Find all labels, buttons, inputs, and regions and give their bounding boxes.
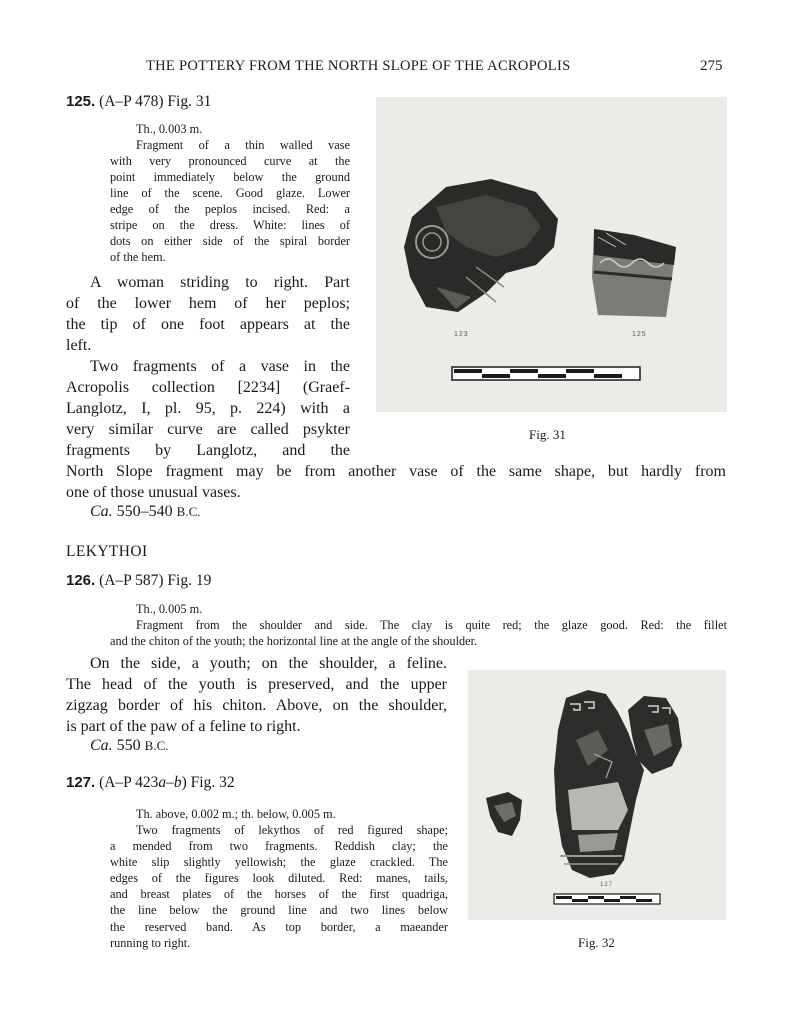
- figure-31-image: [376, 97, 727, 412]
- entry-125-para1-line: A woman striding to right. Part: [90, 274, 350, 291]
- entry-127-desc-line: running to right.: [110, 935, 191, 950]
- entry-126-description: [110, 617, 727, 649]
- entry-127-desc-line: edges of the figures look diluted. Red: manes, tails,: [110, 871, 448, 886]
- entry-125-desc-line: line of the scene. Good glaze. Lower: [110, 186, 350, 200]
- entry-126-number: 126.: [66, 572, 96, 589]
- running-title: THE POTTERY FROM THE NORTH SLOPE OF THE ACROPOLIS: [146, 58, 571, 74]
- entry-125-desc-line: point immediately below the ground: [110, 170, 350, 184]
- entry-127-thickness: Th. above, 0.002 m.; th. below, 0.005 m.: [136, 807, 336, 821]
- figure-31-caption: Fig. 31: [529, 427, 566, 442]
- entry-127-description: [110, 822, 448, 951]
- entry-125-desc-line: with very pronounced curve at the: [110, 154, 350, 168]
- entry-126-para-line: On the side, a youth; on the shoulder, a feline.: [90, 655, 447, 672]
- entry-125-para2-line: fragments by Langlotz, and the: [66, 442, 350, 459]
- entry-126-date: [90, 737, 169, 755]
- date-value: 550: [116, 737, 141, 754]
- entry-127-desc-line: white slip slightly yellowish; the glaze crackled. The: [110, 855, 448, 870]
- entry-125-desc-line: of the hem.: [110, 250, 166, 264]
- date-prefix: Ca.: [90, 503, 113, 520]
- entry-125-desc-line: edge of the peplos incised. Red: a: [110, 202, 350, 216]
- entry-127-ref-italic: a–b: [158, 774, 182, 791]
- entry-127-desc-line: a mended from two fragments. Reddish clay; the: [110, 839, 448, 854]
- entry-125-para2-line: North Slope fragment may be from another vase of the same shape, but hardly from: [66, 463, 726, 480]
- entry-126-thickness: Th., 0.005 m.: [136, 602, 203, 616]
- date-value: 550–540: [116, 503, 173, 520]
- entry-126-desc-line: Fragment from the shoulder and side. The clay is quite red; the glaze good. Red: the fillet: [136, 618, 727, 632]
- entry-125-ref: (A–P 478) Fig. 31: [99, 93, 212, 110]
- entry-126-paragraph: [66, 653, 447, 737]
- entry-127-desc-line: and breast plates of the horses of the first quadriga,: [110, 887, 448, 902]
- entry-125-desc-line: dots on either side of the spiral border: [110, 234, 350, 248]
- entry-126-desc-line: and the chiton of the youth; the horizontal line at the angle of the shoulder.: [110, 634, 478, 648]
- entry-125-thickness: Th., 0.003 m.: [136, 122, 203, 136]
- entry-125-desc-line: stripe on the dress. White: lines of: [110, 218, 350, 232]
- entry-126-para-line: is part of the paw of a feline to right.: [66, 718, 301, 735]
- entry-127-ref-prefix: (A–P 423: [99, 774, 159, 791]
- entry-125-para2-line: very similar curve are called psykter: [66, 421, 350, 438]
- entry-127-desc-line: the line below the ground line and two lines below: [110, 903, 448, 918]
- figure-31-photo: [376, 97, 727, 412]
- figure-32-label: 127: [600, 882, 614, 888]
- figure-31-label-right: 125: [632, 331, 647, 338]
- figure-32-caption: Fig. 32: [578, 935, 615, 950]
- date-era: B.C.: [176, 504, 201, 519]
- entry-125-number: 125.: [66, 93, 96, 110]
- entry-127-desc-line: the reserved band. As top border, a maeander: [110, 919, 448, 934]
- date-prefix: Ca.: [90, 737, 113, 754]
- entry-127-heading: [66, 774, 235, 792]
- entry-127-number: 127.: [66, 774, 96, 791]
- entry-126-heading: [66, 572, 211, 590]
- entry-126-para-line: zigzag border of his chiton. Above, on the shoulder,: [66, 697, 447, 714]
- entry-125-desc-line: Fragment of a thin walled vase: [136, 138, 350, 152]
- section-heading: LEKYTHOI: [66, 543, 148, 560]
- entry-126-para-line: The head of the youth is preserved, and the upper: [66, 676, 447, 693]
- entry-125-description: [110, 137, 350, 265]
- entry-125-para2-line: one of those unusual vases.: [66, 484, 241, 501]
- entry-125-para1-line: the tip of one foot appears at the: [66, 316, 350, 333]
- entry-125-date: [90, 503, 201, 521]
- entry-125-para1-line: of the lower hem of her peplos;: [66, 295, 350, 312]
- figure-31-label-left: 123: [454, 331, 469, 338]
- entry-125-paragraph-2-wide: [66, 461, 726, 503]
- page-number: 275: [700, 58, 723, 74]
- entry-127-ref-suffix: ) Fig. 32: [181, 774, 235, 791]
- entry-125-heading: [66, 93, 211, 111]
- entry-126-ref: (A–P 587) Fig. 19: [99, 572, 212, 589]
- entry-125-paragraph-2: [66, 356, 350, 461]
- entry-125-para2-line: Two fragments of a vase in the: [90, 358, 350, 375]
- figure-32-image: [468, 670, 726, 920]
- date-era: B.C.: [144, 738, 169, 753]
- entry-127-desc-line: Two fragments of lekythos of red figured shape;: [136, 823, 448, 837]
- entry-125-paragraph-1: [66, 272, 350, 356]
- entry-125-para2-line: Langlotz, I, pl. 95, p. 224) with a: [66, 400, 350, 417]
- entry-125-para2-line: Acropolis collection [2234] (Graef-: [66, 379, 350, 396]
- figure-32-photo: [468, 670, 726, 920]
- entry-125-para1-line: left.: [66, 337, 92, 354]
